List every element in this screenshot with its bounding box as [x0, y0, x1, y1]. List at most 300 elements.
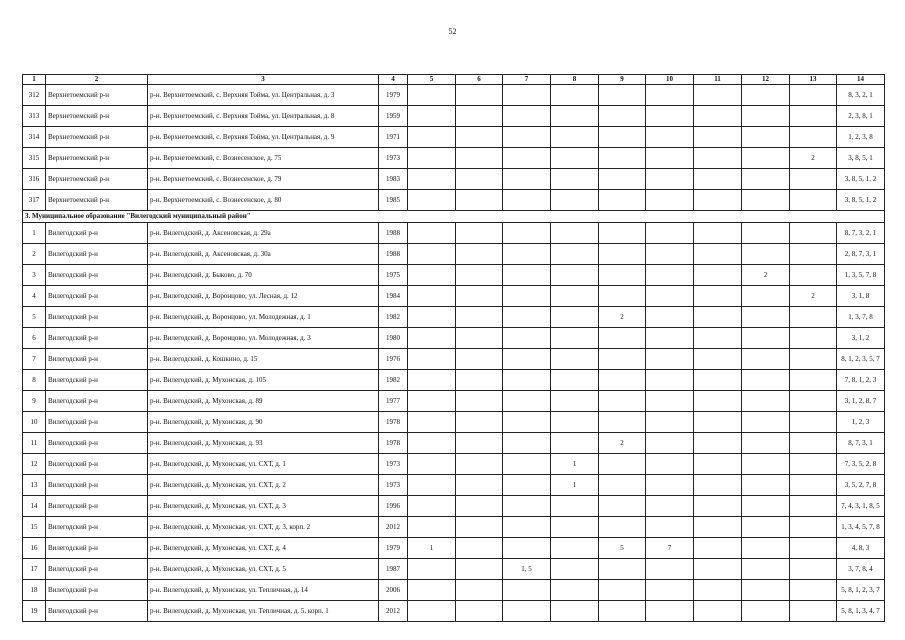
- cell-col6: [456, 148, 503, 169]
- cell-col9: [599, 328, 646, 349]
- cell-col10: [646, 307, 694, 328]
- cell-col5: [408, 496, 456, 517]
- cell-col5: [408, 127, 456, 148]
- cell-col13: [790, 106, 837, 127]
- table-row: [23, 190, 885, 211]
- cell-col14: 3, 1, 2, 8, 7: [837, 391, 885, 412]
- cell-number: 4: [23, 286, 46, 307]
- cell-col7: [503, 412, 551, 433]
- cell-col13: [790, 601, 837, 622]
- cell-col13: [790, 412, 837, 433]
- cell-number: 312: [23, 85, 46, 106]
- cell-col8: [551, 496, 599, 517]
- cell-col7: [503, 148, 551, 169]
- cell-col8: [551, 538, 599, 559]
- cell-year: 2006: [379, 580, 408, 601]
- cell-col7: [503, 169, 551, 190]
- table-row: [23, 559, 885, 580]
- cell-col11: [694, 370, 742, 391]
- cell-col9: 2: [599, 307, 646, 328]
- cell-col12: [742, 127, 790, 148]
- cell-year: 1971: [379, 127, 408, 148]
- cell-col8: [551, 85, 599, 106]
- cell-col11: [694, 496, 742, 517]
- cell-year: 1987: [379, 559, 408, 580]
- cell-col6: [456, 169, 503, 190]
- cell-col8: 1: [551, 475, 599, 496]
- cell-col9: [599, 148, 646, 169]
- cell-year: 1979: [379, 538, 408, 559]
- cell-year: 1988: [379, 244, 408, 265]
- header-row: [23, 75, 885, 85]
- cell-number: 14: [23, 496, 46, 517]
- cell-address: р-н. Вилегодский, д. Мухонская, ул. СХТ, д. 3, корп. 2: [148, 517, 379, 538]
- cell-address: р-н. Верхнетоемский, с. Верхняя Тойма, ул. Центральная, д. 9: [148, 127, 379, 148]
- cell-year: 1973: [379, 475, 408, 496]
- cell-col11: [694, 538, 742, 559]
- column-header: 2: [46, 75, 148, 85]
- cell-col5: [408, 328, 456, 349]
- cell-col9: [599, 265, 646, 286]
- cell-address: р-н. Вилегодский, д. Аксеновская, д. 30а: [148, 244, 379, 265]
- cell-address: р-н. Вилегодский, д. Быково, д. 70: [148, 265, 379, 286]
- cell-col11: [694, 412, 742, 433]
- cell-district: Вилегодский р-н: [46, 475, 148, 496]
- column-header: 5: [408, 75, 456, 85]
- cell-col11: [694, 475, 742, 496]
- table-row: [23, 412, 885, 433]
- cell-col14: 5, 8, 1, 2, 3, 7: [837, 580, 885, 601]
- cell-district: Вилегодский р-н: [46, 349, 148, 370]
- cell-district: Вилегодский р-н: [46, 601, 148, 622]
- table-body-top: [23, 85, 885, 211]
- cell-col5: [408, 244, 456, 265]
- cell-col6: [456, 328, 503, 349]
- cell-year: 1984: [379, 286, 408, 307]
- cell-col5: [408, 169, 456, 190]
- cell-col8: [551, 190, 599, 211]
- cell-col13: [790, 328, 837, 349]
- cell-col11: [694, 85, 742, 106]
- cell-col13: [790, 454, 837, 475]
- cell-col7: [503, 391, 551, 412]
- cell-year: 1973: [379, 454, 408, 475]
- cell-col6: [456, 85, 503, 106]
- cell-col9: [599, 349, 646, 370]
- cell-year: 1978: [379, 433, 408, 454]
- cell-col6: [456, 580, 503, 601]
- cell-col7: [503, 496, 551, 517]
- cell-col13: [790, 244, 837, 265]
- cell-number: 11: [23, 433, 46, 454]
- cell-col10: [646, 85, 694, 106]
- cell-col10: [646, 601, 694, 622]
- cell-col14: 5, 8, 1, 3, 4, 7: [837, 601, 885, 622]
- cell-col14: 3, 8, 5, 1, 2: [837, 169, 885, 190]
- cell-district: Вилегодский р-н: [46, 286, 148, 307]
- cell-col8: [551, 244, 599, 265]
- table-row: [23, 307, 885, 328]
- cell-col12: [742, 286, 790, 307]
- cell-col6: [456, 559, 503, 580]
- cell-col8: [551, 286, 599, 307]
- table-row: [23, 454, 885, 475]
- cell-col14: 1, 3, 4, 5, 7, 8: [837, 517, 885, 538]
- cell-year: 2012: [379, 517, 408, 538]
- table-row: [23, 265, 885, 286]
- column-header: 1: [23, 75, 46, 85]
- cell-col11: [694, 454, 742, 475]
- table-row: [23, 370, 885, 391]
- cell-number: 10: [23, 412, 46, 433]
- table-row: [23, 433, 885, 454]
- cell-col10: [646, 412, 694, 433]
- table-row: [23, 391, 885, 412]
- cell-year: 1977: [379, 391, 408, 412]
- cell-address: р-н. Вилегодский, д. Мухонская, ул. СХТ, д. 2: [148, 475, 379, 496]
- cell-col13: [790, 85, 837, 106]
- cell-col7: 1, 5: [503, 559, 551, 580]
- cell-col12: [742, 169, 790, 190]
- cell-address: р-н. Вилегодский, д. Воронцово, ул. Молодежная, д. 1: [148, 307, 379, 328]
- cell-col7: [503, 286, 551, 307]
- cell-col9: [599, 286, 646, 307]
- cell-col14: 3, 7, 8, 4: [837, 559, 885, 580]
- cell-district: Вилегодский р-н: [46, 223, 148, 244]
- cell-col7: [503, 85, 551, 106]
- cell-col11: [694, 391, 742, 412]
- cell-col12: [742, 538, 790, 559]
- cell-district: Верхнетоемский р-н: [46, 148, 148, 169]
- cell-col6: [456, 433, 503, 454]
- cell-col14: 1, 2, 3: [837, 412, 885, 433]
- cell-col8: 1: [551, 454, 599, 475]
- column-header: 6: [456, 75, 503, 85]
- cell-col6: [456, 412, 503, 433]
- cell-col5: [408, 148, 456, 169]
- cell-col8: [551, 412, 599, 433]
- cell-year: 1983: [379, 169, 408, 190]
- cell-col8: [551, 328, 599, 349]
- cell-col9: [599, 559, 646, 580]
- cell-col5: [408, 190, 456, 211]
- cell-col6: [456, 349, 503, 370]
- cell-number: 8: [23, 370, 46, 391]
- cell-col7: [503, 433, 551, 454]
- cell-col6: [456, 190, 503, 211]
- cell-col11: [694, 148, 742, 169]
- cell-col8: [551, 601, 599, 622]
- cell-col5: [408, 580, 456, 601]
- cell-col6: [456, 601, 503, 622]
- cell-col6: [456, 127, 503, 148]
- cell-col10: [646, 244, 694, 265]
- cell-col5: [408, 601, 456, 622]
- cell-col6: [456, 106, 503, 127]
- cell-col6: [456, 286, 503, 307]
- cell-district: Верхнетоемский р-н: [46, 106, 148, 127]
- cell-address: р-н. Вилегодский, д. Мухонская, ул. СХТ, д. 3: [148, 496, 379, 517]
- cell-year: 1996: [379, 496, 408, 517]
- cell-number: 317: [23, 190, 46, 211]
- cell-district: Верхнетоемский р-н: [46, 169, 148, 190]
- cell-col9: [599, 106, 646, 127]
- cell-col11: [694, 307, 742, 328]
- cell-col11: [694, 559, 742, 580]
- cell-col10: [646, 328, 694, 349]
- cell-col7: [503, 370, 551, 391]
- cell-col5: [408, 454, 456, 475]
- cell-col14: 3, 1, 2: [837, 328, 885, 349]
- cell-col14: 7, 4, 3, 1, 8, 5: [837, 496, 885, 517]
- table-row: [23, 496, 885, 517]
- cell-col5: [408, 85, 456, 106]
- cell-col6: [456, 370, 503, 391]
- cell-col11: [694, 601, 742, 622]
- column-header: 11: [694, 75, 742, 85]
- cell-col13: [790, 307, 837, 328]
- cell-col10: [646, 433, 694, 454]
- cell-col14: 1, 2, 3, 8: [837, 127, 885, 148]
- page-number: 52: [448, 27, 457, 36]
- cell-col9: [599, 454, 646, 475]
- cell-col12: [742, 244, 790, 265]
- cell-district: Вилегодский р-н: [46, 433, 148, 454]
- cell-col13: [790, 265, 837, 286]
- cell-number: 19: [23, 601, 46, 622]
- cell-col10: [646, 265, 694, 286]
- cell-address: р-н. Вилегодский, д. Мухонская, д. 105: [148, 370, 379, 391]
- cell-col9: 2: [599, 433, 646, 454]
- cell-address: р-н. Вилегодский, д. Мухонская, ул. СХТ, д. 5: [148, 559, 379, 580]
- cell-col5: 1: [408, 538, 456, 559]
- cell-number: 316: [23, 169, 46, 190]
- cell-address: р-н. Вилегодский, д. Мухонская, д. 93: [148, 433, 379, 454]
- cell-col11: [694, 517, 742, 538]
- cell-number: 16: [23, 538, 46, 559]
- cell-col5: [408, 412, 456, 433]
- cell-col7: [503, 538, 551, 559]
- cell-number: 3: [23, 265, 46, 286]
- cell-col12: [742, 349, 790, 370]
- cell-col14: 8, 7, 3, 1: [837, 433, 885, 454]
- cell-district: Вилегодский р-н: [46, 517, 148, 538]
- cell-col7: [503, 328, 551, 349]
- cell-col12: [742, 106, 790, 127]
- cell-col5: [408, 349, 456, 370]
- cell-col9: [599, 580, 646, 601]
- cell-col14: 8, 7, 3, 2, 1: [837, 223, 885, 244]
- cell-address: р-н. Вилегодский, д. Аксеновская, д. 29а: [148, 223, 379, 244]
- cell-col9: [599, 475, 646, 496]
- cell-year: 1979: [379, 85, 408, 106]
- column-header: 3: [148, 75, 379, 85]
- cell-col14: 1, 3, 5, 7, 8: [837, 265, 885, 286]
- cell-col14: 4, 8, 3: [837, 538, 885, 559]
- table-row: [23, 349, 885, 370]
- cell-col12: [742, 391, 790, 412]
- table-row: [23, 328, 885, 349]
- cell-year: 1975: [379, 265, 408, 286]
- cell-col12: [742, 190, 790, 211]
- cell-col8: [551, 433, 599, 454]
- cell-number: 12: [23, 454, 46, 475]
- table-row: [23, 475, 885, 496]
- cell-number: 15: [23, 517, 46, 538]
- cell-address: р-н. Верхнетоемский, с. Вознесенское, д. 75: [148, 148, 379, 169]
- cell-col13: [790, 517, 837, 538]
- cell-col8: [551, 349, 599, 370]
- table-row: [23, 106, 885, 127]
- cell-col14: 1, 3, 7, 8: [837, 307, 885, 328]
- cell-district: Вилегодский р-н: [46, 391, 148, 412]
- cell-number: 6: [23, 328, 46, 349]
- cell-address: р-н. Верхнетоемский, с. Верхняя Тойма, ул. Центральная, д. 3: [148, 85, 379, 106]
- cell-col12: [742, 475, 790, 496]
- cell-col12: [742, 307, 790, 328]
- cell-number: 9: [23, 391, 46, 412]
- cell-col9: [599, 370, 646, 391]
- cell-col11: [694, 169, 742, 190]
- cell-year: 1988: [379, 223, 408, 244]
- cell-col9: [599, 496, 646, 517]
- section-body: [23, 211, 885, 223]
- cell-col12: [742, 412, 790, 433]
- cell-district: Верхнетоемский р-н: [46, 190, 148, 211]
- cell-col9: [599, 517, 646, 538]
- cell-col9: [599, 223, 646, 244]
- cell-col8: [551, 307, 599, 328]
- cell-col14: 3, 8, 5, 1: [837, 148, 885, 169]
- cell-col14: 3, 1, 8: [837, 286, 885, 307]
- cell-district: Вилегодский р-н: [46, 559, 148, 580]
- cell-district: Верхнетоемский р-н: [46, 127, 148, 148]
- cell-year: 1978: [379, 412, 408, 433]
- table-row: [23, 286, 885, 307]
- cell-address: р-н. Вилегодский, д. Мухонская, д. 90: [148, 412, 379, 433]
- cell-col7: [503, 517, 551, 538]
- cell-col14: 2, 8, 7, 3, 1: [837, 244, 885, 265]
- cell-number: 315: [23, 148, 46, 169]
- cell-col10: [646, 454, 694, 475]
- column-header: 12: [742, 75, 790, 85]
- cell-col6: [456, 517, 503, 538]
- cell-col7: [503, 580, 551, 601]
- cell-col7: [503, 190, 551, 211]
- cell-district: Вилегодский р-н: [46, 538, 148, 559]
- cell-col11: [694, 127, 742, 148]
- cell-col11: [694, 223, 742, 244]
- cell-col9: [599, 169, 646, 190]
- cell-col12: [742, 559, 790, 580]
- cell-district: Вилегодский р-н: [46, 265, 148, 286]
- table-row: [23, 517, 885, 538]
- cell-col5: [408, 433, 456, 454]
- cell-district: Верхнетоемский р-н: [46, 85, 148, 106]
- cell-col11: [694, 433, 742, 454]
- cell-col14: 8, 3, 2, 1: [837, 85, 885, 106]
- cell-col13: 2: [790, 148, 837, 169]
- cell-district: Вилегодский р-н: [46, 370, 148, 391]
- cell-col10: [646, 106, 694, 127]
- cell-address: р-н. Вилегодский, д. Кошкино, д. 15: [148, 349, 379, 370]
- cell-col13: [790, 349, 837, 370]
- cell-district: Вилегодский р-н: [46, 244, 148, 265]
- cell-col13: [790, 433, 837, 454]
- cell-col10: [646, 496, 694, 517]
- cell-col8: [551, 265, 599, 286]
- cell-address: р-н. Вилегодский, д. Мухонская, ул. СХТ, д. 1: [148, 454, 379, 475]
- cell-col12: [742, 85, 790, 106]
- cell-col9: [599, 85, 646, 106]
- cell-col14: 7, 3, 5, 2, 8: [837, 454, 885, 475]
- cell-col10: [646, 391, 694, 412]
- cell-col13: [790, 580, 837, 601]
- cell-col6: [456, 307, 503, 328]
- cell-district: Вилегодский р-н: [46, 454, 148, 475]
- cell-col10: [646, 559, 694, 580]
- cell-district: Вилегодский р-н: [46, 412, 148, 433]
- cell-col14: 3, 8, 5, 1, 2: [837, 190, 885, 211]
- cell-col6: [456, 538, 503, 559]
- cell-number: 5: [23, 307, 46, 328]
- cell-col5: [408, 559, 456, 580]
- cell-year: 1982: [379, 370, 408, 391]
- cell-col7: [503, 307, 551, 328]
- cell-col12: [742, 580, 790, 601]
- cell-col12: 2: [742, 265, 790, 286]
- cell-year: 2012: [379, 601, 408, 622]
- cell-col13: 2: [790, 286, 837, 307]
- cell-col13: [790, 370, 837, 391]
- cell-col5: [408, 307, 456, 328]
- cell-col8: [551, 517, 599, 538]
- cell-col12: [742, 496, 790, 517]
- cell-col7: [503, 349, 551, 370]
- cell-number: 1: [23, 223, 46, 244]
- cell-col11: [694, 328, 742, 349]
- cell-col6: [456, 454, 503, 475]
- cell-col10: 7: [646, 538, 694, 559]
- column-header: 7: [503, 75, 551, 85]
- table-row: [23, 148, 885, 169]
- cell-col14: 3, 5, 2, 7, 8: [837, 475, 885, 496]
- cell-col8: [551, 580, 599, 601]
- cell-col9: [599, 601, 646, 622]
- cell-col13: [790, 127, 837, 148]
- cell-col12: [742, 370, 790, 391]
- cell-address: р-н. Вилегодский, д. Мухонская, д. 89: [148, 391, 379, 412]
- cell-col6: [456, 244, 503, 265]
- table-row: [23, 244, 885, 265]
- cell-district: Вилегодский р-н: [46, 496, 148, 517]
- cell-col10: [646, 148, 694, 169]
- cell-number: 13: [23, 475, 46, 496]
- table-row: [23, 85, 885, 106]
- cell-col14: 8, 1, 2, 3, 5, 7: [837, 349, 885, 370]
- cell-col13: [790, 559, 837, 580]
- table-row: [23, 223, 885, 244]
- table-row: [23, 601, 885, 622]
- cell-col10: [646, 370, 694, 391]
- cell-address: р-н. Вилегодский, д. Мухонская, ул. СХТ, д. 4: [148, 538, 379, 559]
- cell-number: 18: [23, 580, 46, 601]
- cell-col6: [456, 265, 503, 286]
- cell-col5: [408, 106, 456, 127]
- cell-col7: [503, 127, 551, 148]
- cell-col13: [790, 223, 837, 244]
- cell-col8: [551, 391, 599, 412]
